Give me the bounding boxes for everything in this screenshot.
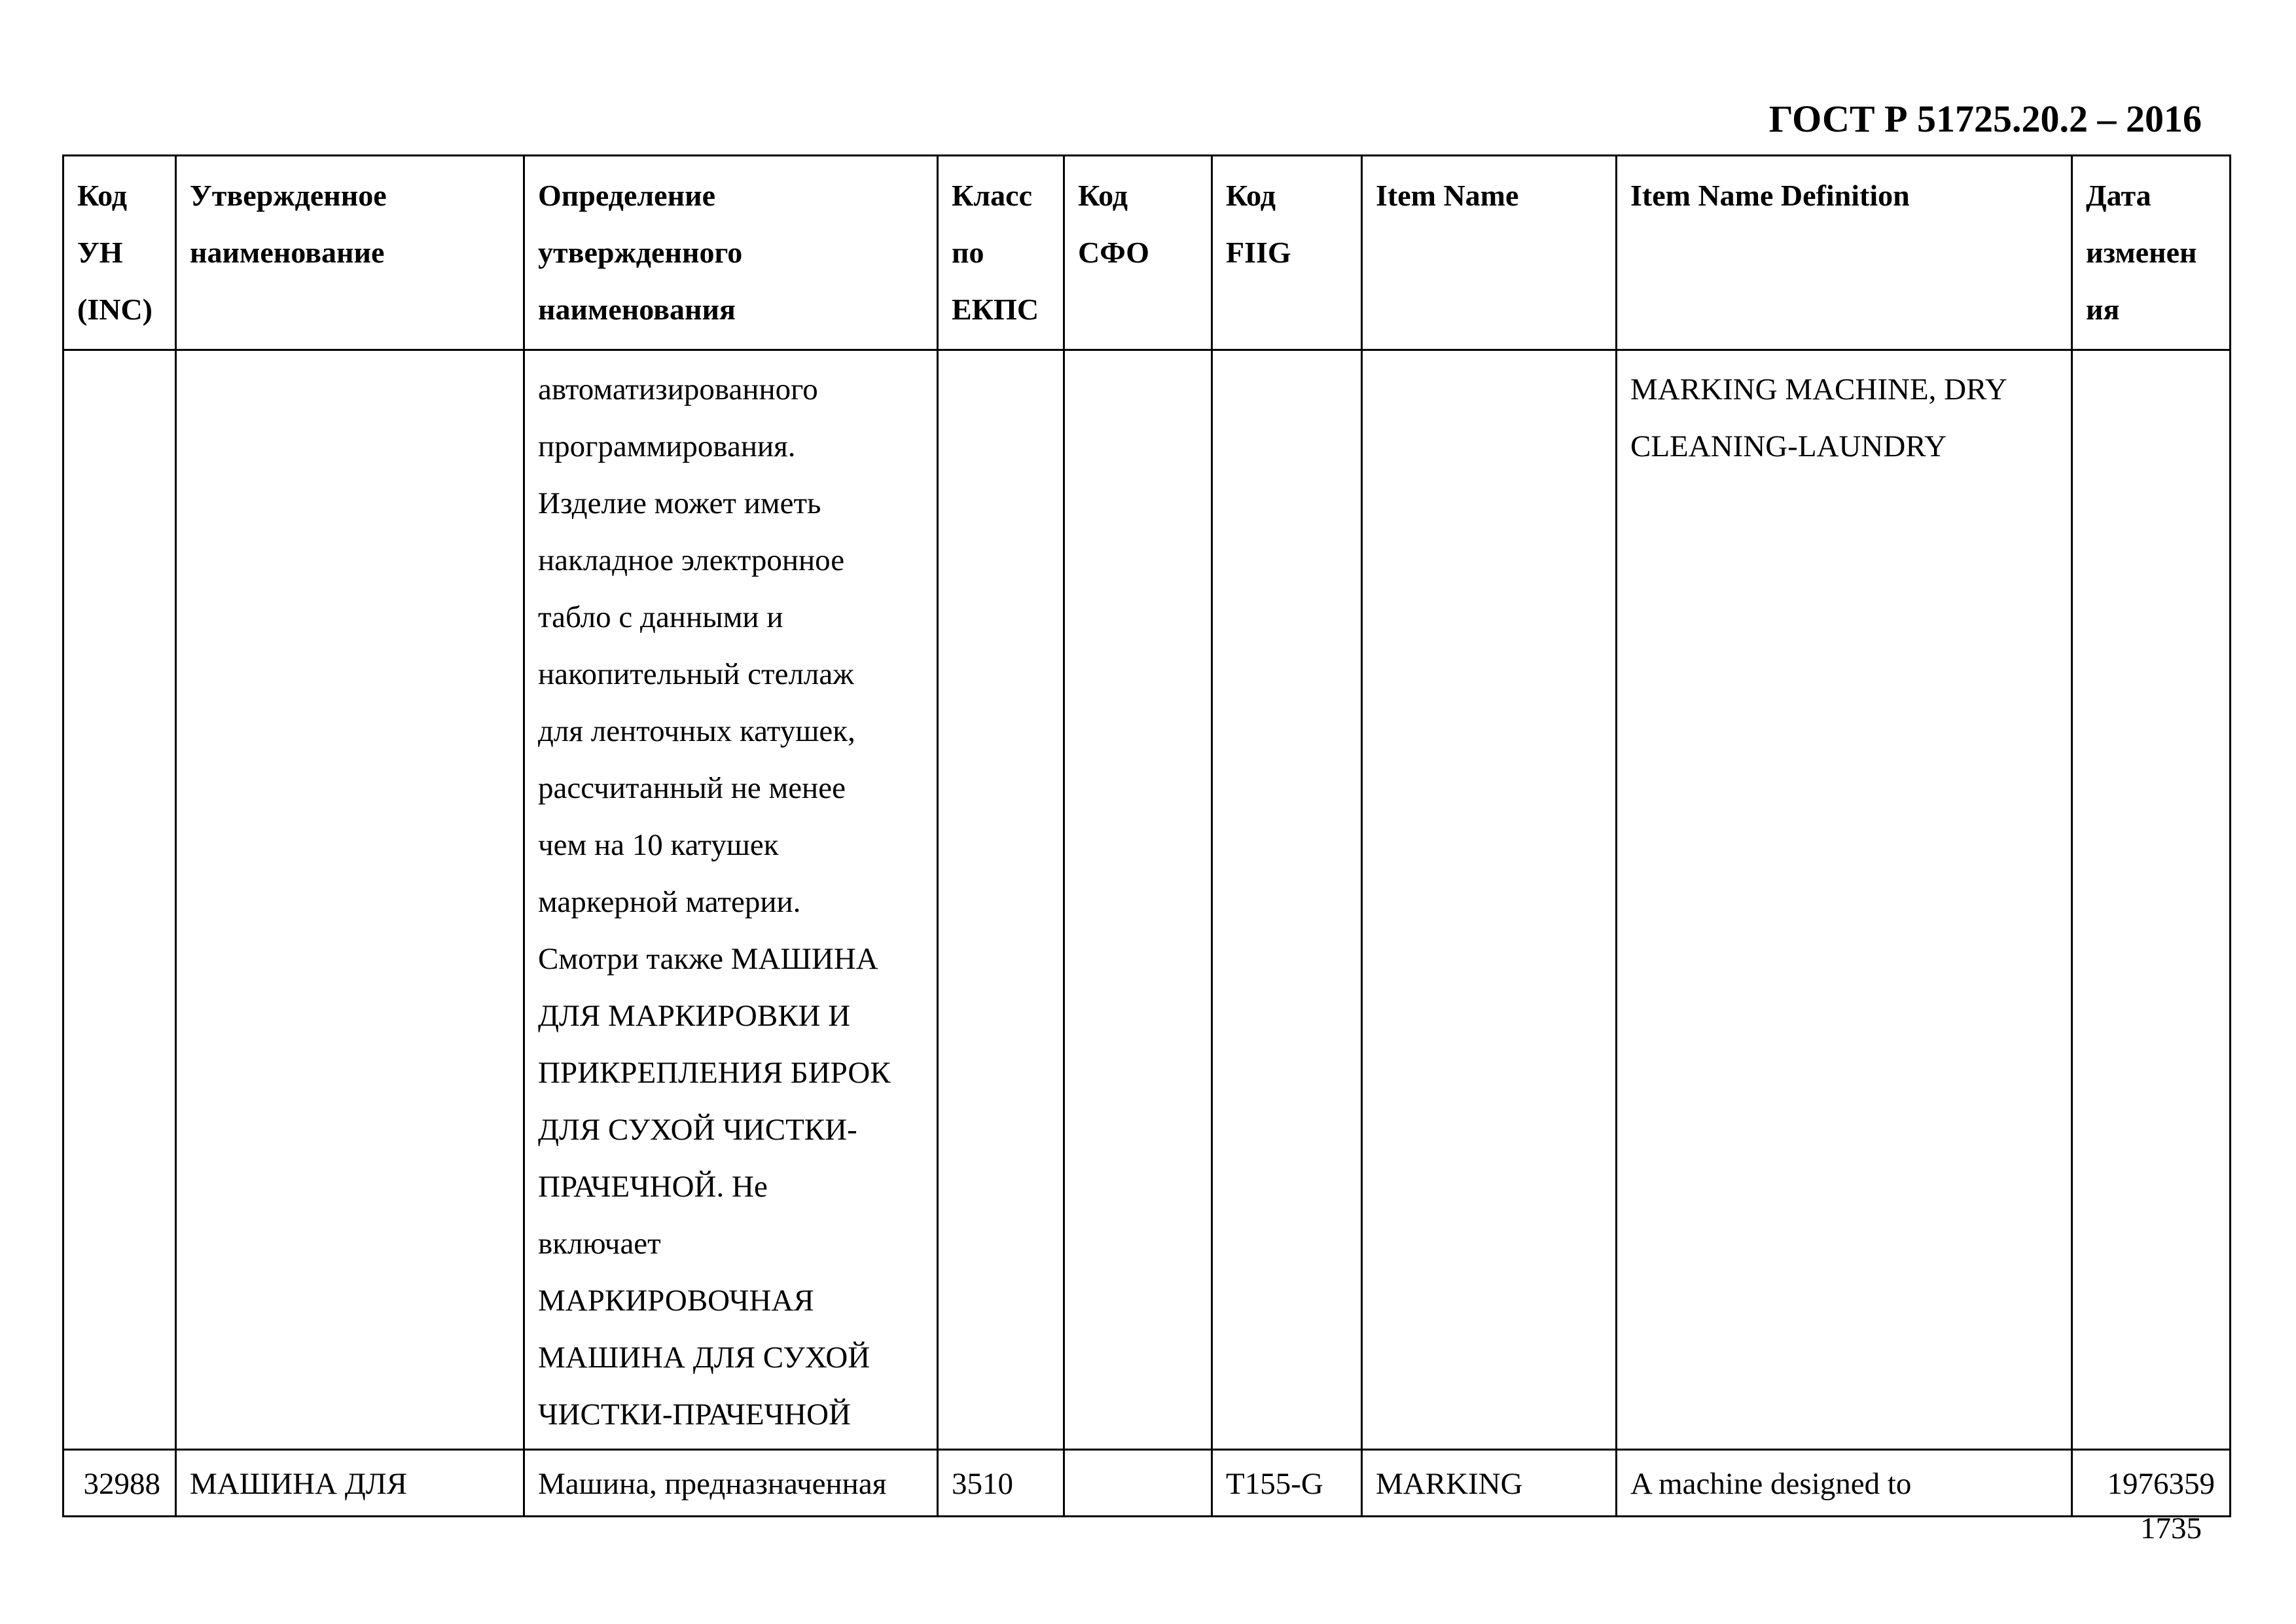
cell-ekps-class: 3510 xyxy=(938,1450,1064,1517)
document-header: ГОСТ Р 51725.20.2 – 2016 xyxy=(1768,98,2202,140)
table-row xyxy=(63,1450,2231,1517)
cell-inc: 32988 xyxy=(63,1450,176,1517)
cell-approved-name xyxy=(176,350,524,1450)
header-change-date: Дата изменен ия xyxy=(2072,156,2231,350)
cell-fiig-code: T155-G xyxy=(1212,1450,1362,1517)
page-number: 1735 xyxy=(2140,1511,2202,1545)
table-header-row xyxy=(63,156,2231,350)
cell-definition: Машина, предназначенная xyxy=(524,1450,938,1517)
header-fiig-code: Код FIIG xyxy=(1212,156,1362,350)
header-approved-name: Утвержденное наименование xyxy=(176,156,524,350)
cell-fiig-code xyxy=(1212,350,1362,1450)
header-definition: Определение утвержденного наименования xyxy=(524,156,938,350)
cell-change-date xyxy=(2072,350,2231,1450)
header-item-name: Item Name xyxy=(1362,156,1617,350)
catalog-table xyxy=(62,154,2231,1517)
cell-approved-name: МАШИНА ДЛЯ xyxy=(176,1450,524,1517)
cell-item-name xyxy=(1362,350,1617,1450)
table-row xyxy=(63,350,2231,1450)
cell-sfo-code xyxy=(1064,1450,1212,1517)
header-item-name-definition: Item Name Definition xyxy=(1617,156,2072,350)
cell-definition: автоматизированного программирования. Изделие может иметь накладное электронное табло с данными и накопительный стеллаж для ленточных катушек, рассчитанный не менее чем на 10 катушек маркерной материи. Смотри также МАШИНА ДЛЯ МАРКИРОВКИ И ПРИКРЕПЛЕНИЯ БИРОК ДЛЯ СУХОЙ ЧИСТКИ- ПРАЧЕЧНОЙ. Не включает МАРКИРОВОЧНАЯ МАШИНА ДЛЯ СУХОЙ ЧИСТКИ-ПРАЧЕЧНОЙ xyxy=(524,350,938,1450)
cell-item-name: MARKING xyxy=(1362,1450,1617,1517)
header-inc: Код УН (INC) xyxy=(63,156,176,350)
header-ekps-class: Класс по ЕКПС xyxy=(938,156,1064,350)
cell-item-name-definition: A machine designed to xyxy=(1617,1450,2072,1517)
cell-sfo-code xyxy=(1064,350,1212,1450)
cell-inc xyxy=(63,350,176,1450)
cell-ekps-class xyxy=(938,350,1064,1450)
cell-change-date: 1976359 xyxy=(2072,1450,2231,1517)
header-sfo-code: Код СФО xyxy=(1064,156,1212,350)
cell-item-name-definition: MARKING MACHINE, DRY CLEANING-LAUNDRY xyxy=(1617,350,2072,1450)
